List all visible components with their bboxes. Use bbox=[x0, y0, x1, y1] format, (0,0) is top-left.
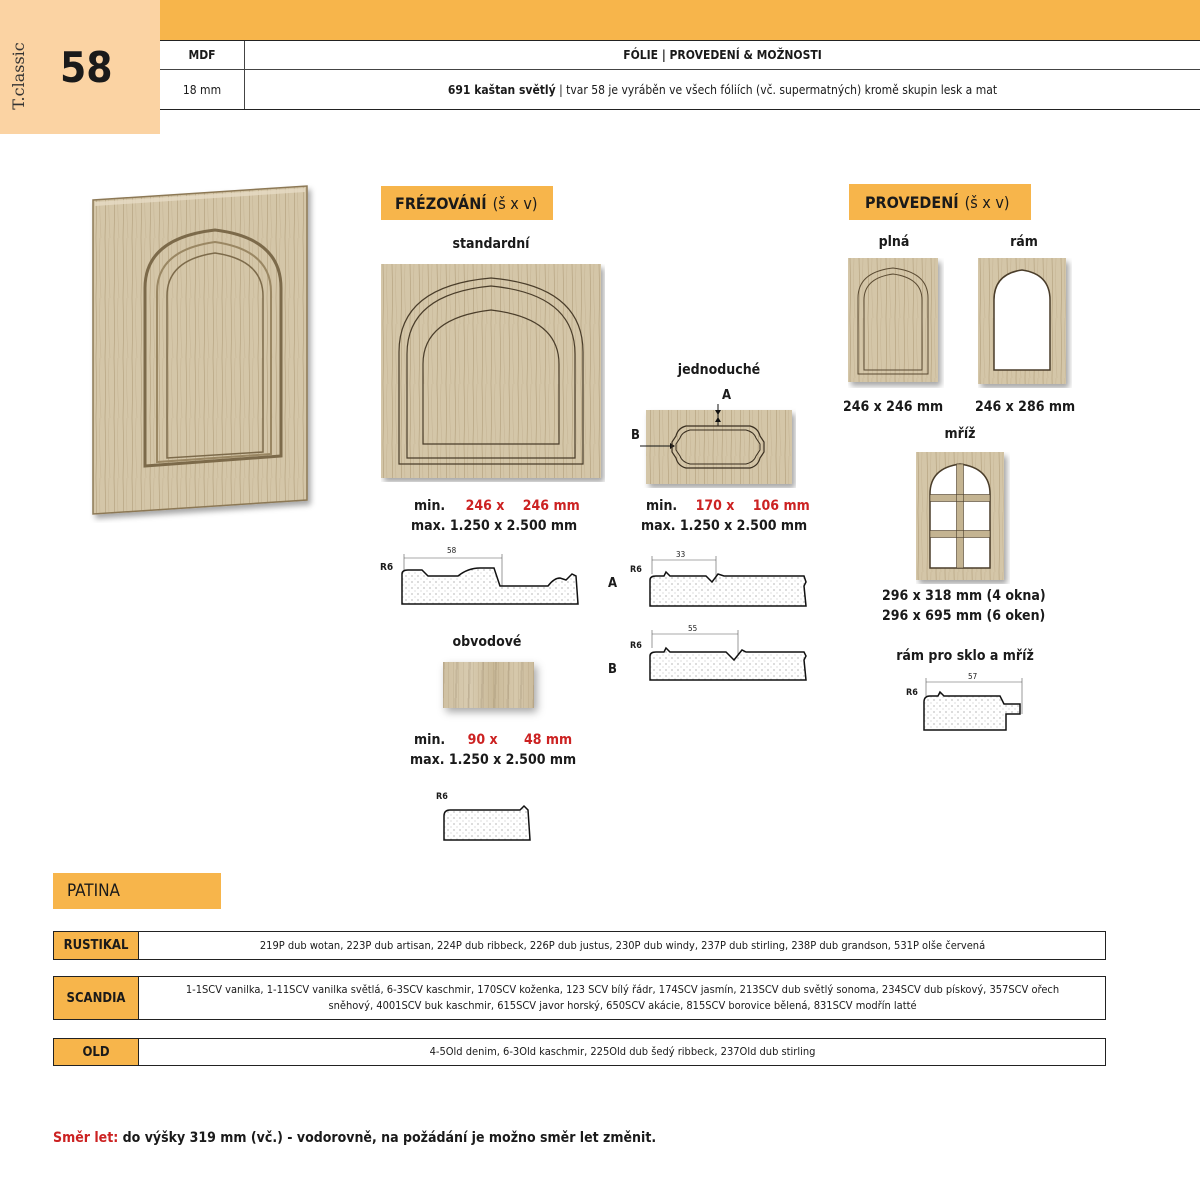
plna-size: 246 x 246 mm bbox=[843, 399, 944, 415]
brand-name: T.classic bbox=[9, 42, 28, 110]
plna-label: plná bbox=[878, 234, 910, 250]
jednoduche-mark-b: B bbox=[631, 428, 640, 443]
ram-sklo-profile-r: R6 bbox=[906, 688, 918, 698]
standard-min-prefix: min. bbox=[414, 498, 446, 514]
profile-b-r: R6 bbox=[630, 641, 642, 651]
provedeni-label bbox=[849, 184, 1031, 220]
frezovani-title: FRÉZOVÁNÍ bbox=[395, 193, 487, 213]
profile-b-dim: 55 bbox=[688, 624, 698, 633]
page-number: 58 bbox=[60, 43, 113, 92]
obvodove-profile-r: R6 bbox=[436, 792, 448, 802]
obvodove-label: obvodové bbox=[452, 634, 522, 650]
jednoduche-min bbox=[646, 498, 846, 514]
ram-sklo-label: rám pro sklo a mříž bbox=[896, 648, 1034, 664]
patina-label: PATINA bbox=[53, 873, 221, 909]
patina-row-name: RUSTIKAL bbox=[54, 932, 139, 959]
patina-row-scandia bbox=[53, 976, 1106, 1020]
jednoduche-min-h: 106 mm bbox=[752, 498, 810, 514]
standard-door-image bbox=[381, 264, 605, 482]
header-description bbox=[245, 70, 1200, 109]
standard-min bbox=[414, 498, 614, 514]
footer-note bbox=[53, 1130, 656, 1146]
patina-row-rustikal bbox=[53, 931, 1106, 960]
mriz-door-image bbox=[916, 452, 1010, 584]
profile-b-drawing bbox=[646, 626, 810, 682]
obvodove-min-prefix: min. bbox=[414, 732, 446, 748]
ram-door-image bbox=[978, 258, 1072, 388]
jednoduche-min-prefix: min. bbox=[646, 498, 678, 514]
ram-sklo-profile-dim: 57 bbox=[968, 672, 978, 681]
obvodove-door-image bbox=[443, 662, 534, 708]
patina-row-text: 4-5Old denim, 6-3Old kaschmir, 225Old dub šedý ribbeck, 237Old dub stirling bbox=[429, 1045, 816, 1058]
patina-row-text: 219P dub wotan, 223P dub artisan, 224P dub ribbeck, 226P dub justus, 230P dub windy, 237P dub stirling, 238P dub grandson, 531P olše červená bbox=[259, 938, 986, 952]
header-band bbox=[160, 0, 1200, 40]
patina-row-old bbox=[53, 1038, 1106, 1066]
ram-label: rám bbox=[1010, 234, 1038, 250]
jednoduche-door-image bbox=[630, 396, 796, 488]
provedeni-title: PROVEDENÍ bbox=[865, 192, 959, 212]
header-mdf: MDF bbox=[188, 48, 216, 62]
standard-label: standardní bbox=[452, 236, 530, 252]
mriz-size-1: 296 x 318 mm (4 okna) bbox=[882, 588, 1046, 604]
jednoduche-label: jednoduché bbox=[677, 362, 761, 378]
footer-text: do výšky 319 mm (vč.) - vodorovně, na požádání je možno směr let změnit. bbox=[118, 1130, 657, 1146]
ram-sklo-profile-drawing bbox=[920, 674, 1026, 734]
ram-size: 246 x 286 mm bbox=[975, 399, 1076, 415]
brand-logo bbox=[4, 30, 34, 130]
jednoduche-min-w: 170 x bbox=[695, 498, 735, 514]
profile-a-drawing bbox=[646, 552, 810, 608]
patina-row-name: SCANDIA bbox=[54, 977, 139, 1019]
obvodove-min-h: 48 mm bbox=[524, 732, 573, 748]
mriz-label: mříž bbox=[944, 426, 976, 442]
header-description-bold: 691 kaštan světlý bbox=[447, 82, 556, 97]
header-table bbox=[160, 40, 1200, 110]
door-main-image bbox=[85, 178, 320, 523]
mriz-size-2: 296 x 695 mm (6 oken) bbox=[882, 608, 1046, 624]
obvodove-min-w: 90 x bbox=[467, 732, 498, 748]
standard-profile-r: R6 bbox=[380, 562, 394, 573]
profile-a-r: R6 bbox=[630, 565, 642, 575]
profile-a-dim: 33 bbox=[676, 550, 686, 559]
footer-label: Směr let: bbox=[53, 1130, 119, 1146]
patina-row-text: 1-1SCV vanilka, 1-11SCV vanilka světlá, 6-3SCV kaschmir, 170SCV koženka, 123 SCV bílý řádr, 174SCV jasmín, 213SCV dub světlý sonoma, 234SCV dub pískový, 357SCV ořech sněhový, 4001SCV buk kaschmir, 615SCV javor horský, 650SCV akácie, 815SCV borovice bělená, 831SCV modřín latté bbox=[185, 983, 1060, 1012]
standard-min-w: 246 x bbox=[465, 498, 505, 514]
standard-profile-drawing bbox=[398, 550, 582, 606]
profile-a-label: A bbox=[608, 576, 618, 591]
patina-row-name: OLD bbox=[54, 1039, 139, 1065]
standard-profile-dim: 58 bbox=[447, 546, 457, 555]
header-description-rest: | tvar 58 je vyráběn ve všech fóliích (vč. supermatných) kromě skupin lesk a mat bbox=[555, 82, 998, 97]
jednoduche-max: max. 1.250 x 2.500 mm bbox=[641, 518, 808, 534]
plna-door-image bbox=[848, 258, 944, 388]
provedeni-title-sub: (š x v) bbox=[964, 192, 1010, 212]
frezovani-label bbox=[381, 186, 553, 220]
profile-b-label: B bbox=[608, 662, 617, 677]
header-thickness: 18 mm bbox=[182, 82, 222, 97]
standard-max: max. 1.250 x 2.500 mm bbox=[411, 518, 578, 534]
obvodove-max: max. 1.250 x 2.500 mm bbox=[410, 752, 577, 768]
jednoduche-mark-a: A bbox=[722, 388, 732, 403]
frezovani-title-sub: (š x v) bbox=[492, 193, 538, 213]
header-folie: FÓLIE | PROVEDENÍ & MOŽNOSTI bbox=[623, 48, 822, 62]
obvodove-profile-drawing bbox=[440, 798, 536, 842]
obvodove-min bbox=[414, 732, 614, 748]
standard-min-h: 246 mm bbox=[522, 498, 580, 514]
